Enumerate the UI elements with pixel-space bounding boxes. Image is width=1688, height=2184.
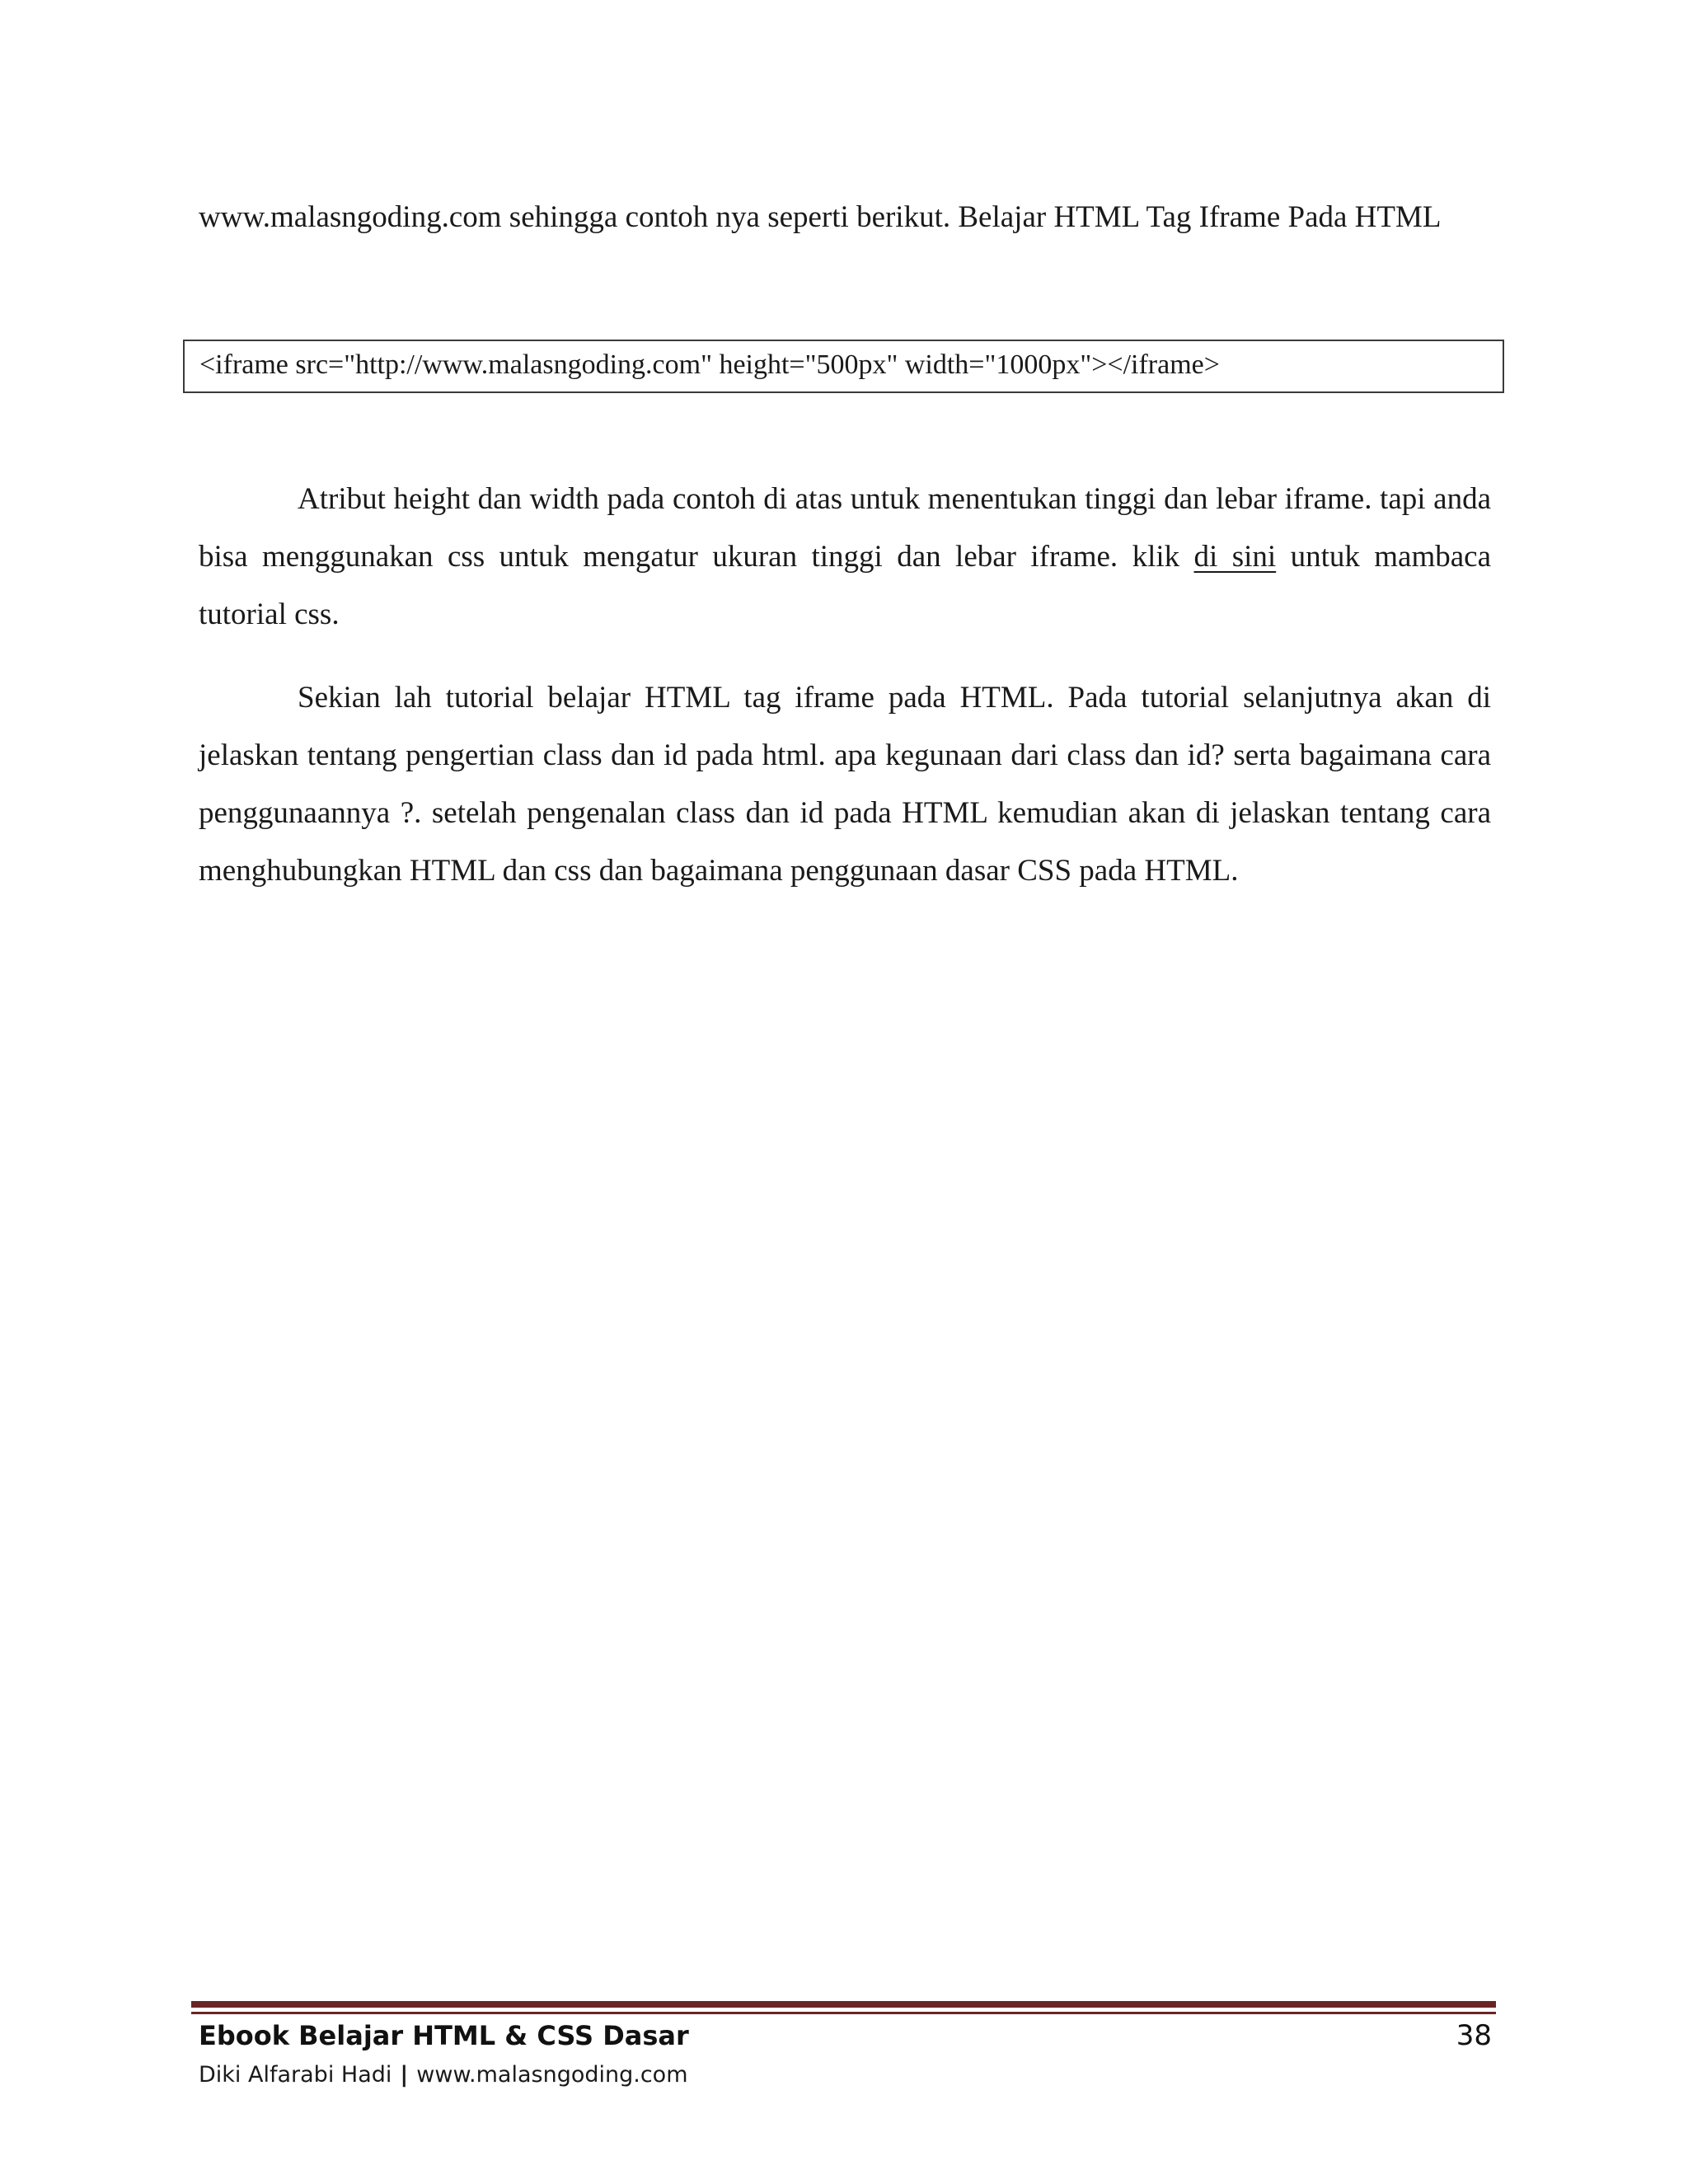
paragraph-text-before-link: Atribut height dan width pada contoh di atas untuk menentukan tinggi dan lebar iframe. tapi anda bisa menggunakan css untuk mengatur ukuran tinggi dan lebar iframe. klik <box>199 482 1491 574</box>
paragraph-text-after-link: untuk mambaca tutorial css. <box>199 540 1491 631</box>
footer-separator: | <box>400 2062 409 2088</box>
footer-author-line <box>199 2059 688 2092</box>
paragraph-iframe-attributes <box>199 471 1491 644</box>
footer-website: www.malasngoding.com <box>416 2062 688 2088</box>
page-number: 38 <box>1456 2019 1492 2052</box>
footer-author: Diki Alfarabi Hadi <box>199 2062 392 2088</box>
intro-paragraph: www.malasngoding.com sehingga contoh nya seperti berikut. Belajar HTML Tag Iframe Pada HTML <box>199 200 1442 234</box>
footer-rule-thick <box>191 2001 1496 2008</box>
code-example-box: <iframe src="http://www.malasngoding.com" height="500px" width="1000px"></iframe> <box>183 340 1504 393</box>
footer-book-title: Ebook Belajar HTML & CSS Dasar <box>199 2020 689 2051</box>
di-sini-link[interactable]: di sini <box>1193 540 1277 574</box>
footer-rule-thin <box>191 2012 1496 2014</box>
paragraph-closing: Sekian lah tutorial belajar HTML tag iframe pada HTML. Pada tutorial selanjutnya akan di jelaskan tentang pengertian class dan id pada html. apa kegunaan dari class dan id? serta bagaimana cara penggunaannya ?. setelah pengenalan class dan id pada HTML kemudian akan di jelaskan tentang cara menghubungkan HTML dan css dan bagaimana penggunaan dasar CSS pada HTML. <box>199 681 1491 888</box>
